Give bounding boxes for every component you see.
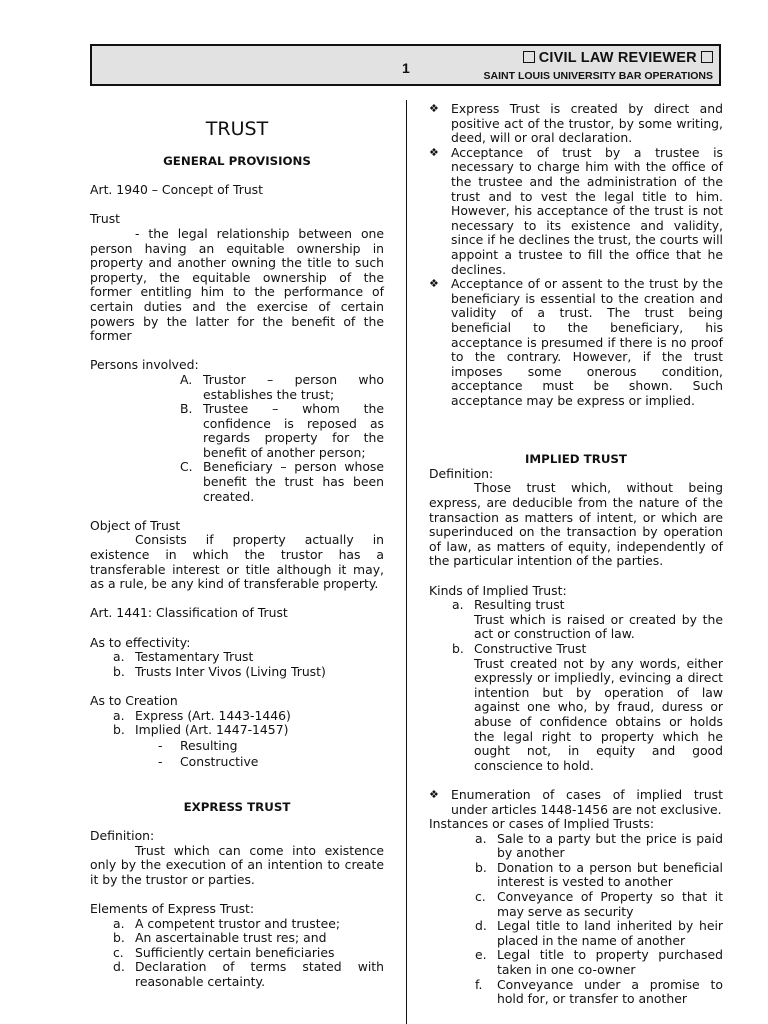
- kind-description: Trust which is raised or created by the act or construction of law.: [474, 611, 723, 642]
- checkbox-icon: [523, 51, 535, 63]
- definition-label: Definition:: [90, 828, 155, 844]
- list-item-text: Donation to a person but beneficial interest is vested to another: [497, 859, 723, 890]
- list-marker: a.: [113, 915, 125, 931]
- kind-description: Trust created not by any words, either expressly or impliedly, evincing a direct intention but by operation of law against one who, by fraud, duress or abuse of confidence obtains or holds the legal right to property which he ought not, in equity and good conscience to hold.: [474, 655, 723, 773]
- list-marker: c.: [475, 889, 486, 905]
- list-marker: a.: [113, 649, 125, 665]
- instances-heading: Instances or cases of Implied Trusts:: [429, 816, 655, 832]
- list-item: [452, 597, 723, 642]
- reviewer-subtitle: SAINT LOUIS UNIVERSITY BAR OPERATIONS: [483, 70, 713, 82]
- page-title: TRUST: [205, 118, 269, 140]
- implied-trust-definition: Those trust which, without being express, are deducible from the nature of the transaction as matters of intent, or which are superinduced on the transaction by operation of law, as matters of equity, independently of the particular intention of the parties.: [429, 480, 723, 569]
- list-item-text: Constructive: [180, 754, 259, 770]
- instances-list: [429, 832, 723, 1007]
- list-item: [475, 918, 723, 948]
- section-heading-implied-trust: IMPLIED TRUST: [525, 452, 627, 467]
- bullet-text: Acceptance of trust by a trustee is necessary to charge him with the office of the trustee and the administration of the trust and to vest the legal title to him. However, his acceptance of the trust is not necessary to its existence and validity, since if he declines the trust, the courts will appoint a trustee to fill the office that he declines.: [451, 144, 723, 277]
- elements-heading: Elements of Express Trust:: [90, 901, 255, 917]
- list-item: [180, 459, 384, 504]
- left-column: [90, 102, 384, 990]
- list-item: [113, 959, 384, 990]
- list-item-text: Trusts Inter Vivos (Living Trust): [135, 663, 326, 679]
- list-marker: -: [158, 737, 163, 753]
- list-item-text: Sufficiently certain beneficiaries: [135, 944, 335, 960]
- section-heading-express-trust: EXPRESS TRUST: [183, 799, 291, 814]
- bullet-item: [429, 788, 723, 817]
- page-header: [90, 44, 721, 86]
- kind-name: Constructive Trust: [474, 640, 587, 656]
- list-item: [113, 663, 384, 680]
- list-marker: -: [158, 754, 163, 770]
- list-marker: f.: [475, 976, 483, 992]
- column-divider: [406, 100, 407, 1024]
- list-item: [113, 649, 384, 665]
- article-1940: Art. 1940 – Concept of Trust: [90, 182, 263, 198]
- list-marker: a.: [452, 597, 464, 613]
- kinds-heading: Kinds of Implied Trust:: [429, 582, 567, 598]
- object-of-trust-text: Consists if property actually in existence in which the trustor has a transferable interest or title although it may, as a rule, be any kind of transferable property.: [90, 532, 384, 592]
- bullet-item: [429, 102, 723, 146]
- list-item-text: Resulting: [180, 737, 238, 753]
- list-marker: d.: [475, 918, 487, 934]
- implied-sub-list: [90, 738, 384, 771]
- bullet-text: Acceptance of or assent to the trust by the beneficiary is essential to the creation and validity of a trust. The trust being beneficial to the beneficiary, his acceptance is presumed if there is no proof to the contrary. However, if the trust imposes some onerous condition, acceptance must be shown. Such acceptance may be express or implied.: [451, 276, 723, 408]
- list-item-text: Implied (Art. 1447-1457): [135, 722, 289, 738]
- bullet-text: Express Trust is created by direct and positive act of the trustor, by some writing, deed, will or oral declaration.: [451, 101, 723, 146]
- list-item: [113, 930, 384, 946]
- list-item-text: Trustor – person who establishes the trust;: [203, 371, 384, 402]
- object-of-trust-heading: Object of Trust: [90, 517, 181, 533]
- list-item: [475, 976, 723, 1007]
- diamond-bullet-icon: ❖: [429, 277, 439, 291]
- creation-list: [90, 709, 384, 738]
- reviewer-title: [523, 51, 713, 66]
- effectivity-heading: As to effectivity:: [90, 634, 191, 650]
- list-marker: d.: [113, 959, 125, 975]
- list-item-text: Trustee – whom the confidence is reposed as regards property for the benefit of another person;: [203, 401, 384, 460]
- list-marker: b.: [113, 930, 125, 946]
- list-item-text: Beneficiary – person whose benefit the trust has been created.: [203, 459, 384, 504]
- list-item: [180, 401, 384, 460]
- trust-term: Trust: [90, 211, 121, 227]
- diamond-bullet-icon: ❖: [429, 787, 439, 801]
- list-item: [475, 889, 723, 919]
- creation-heading: As to Creation: [90, 692, 178, 708]
- list-item-text: A competent trustor and trustee;: [135, 915, 341, 931]
- section-heading-general-provisions: GENERAL PROVISIONS: [163, 154, 311, 168]
- diamond-bullet-icon: ❖: [429, 145, 439, 159]
- list-item-text: Sale to a party but the price is paid by another: [497, 830, 723, 861]
- list-item: [113, 722, 384, 738]
- list-item: [475, 947, 723, 978]
- reviewer-title-text: CIVIL LAW REVIEWER: [538, 50, 697, 66]
- list-item-text: Legal title to land inherited by heir placed in the name of another: [497, 918, 723, 948]
- list-item-text: Express (Art. 1443-1446): [135, 707, 291, 723]
- list-item: [113, 707, 384, 724]
- list-item: [113, 944, 384, 961]
- list-item-text: Conveyance under a promise to hold for, or transfer to another: [497, 976, 723, 1007]
- list-item-text: Declaration of terms stated with reasonable certainty.: [135, 959, 384, 990]
- trust-definition: - the legal relationship between one person having an equitable ownership in property and another owning the title to such property, the equitable ownership of the former entitling him to the performance of certain duties and the exercise of certain powers by the latter for the benefit of the former: [90, 225, 384, 344]
- persons-involved-heading: Persons involved:: [90, 357, 199, 373]
- persons-list: [90, 373, 384, 504]
- list-item-text: Conveyance of Property so that it may serve as security: [497, 889, 723, 919]
- list-item: [452, 640, 723, 773]
- list-marker: a.: [475, 830, 487, 846]
- diamond-bullet-icon: ❖: [429, 102, 439, 115]
- list-item-text: Legal title to property purchased taken in one co-owner: [497, 947, 723, 978]
- list-item: [475, 830, 723, 861]
- list-marker: b.: [475, 859, 487, 875]
- effectivity-list: [90, 650, 384, 679]
- kind-name: Resulting trust: [474, 597, 565, 613]
- article-1441: Art. 1441: Classification of Trust: [90, 605, 288, 621]
- bullet-item: [429, 146, 723, 277]
- list-marker: C.: [180, 459, 193, 475]
- kinds-list: [429, 598, 723, 773]
- list-marker: a.: [113, 707, 125, 723]
- checkbox-icon: [701, 51, 713, 63]
- list-item: [158, 754, 384, 771]
- page-number: 1: [402, 60, 410, 76]
- list-item: [158, 737, 384, 755]
- list-marker: e.: [475, 947, 487, 963]
- list-item: [180, 371, 384, 402]
- definition-label: Definition:: [429, 465, 494, 481]
- bullet-item: [429, 277, 723, 408]
- list-marker: B.: [180, 401, 193, 417]
- list-marker: b.: [113, 722, 125, 738]
- list-item-text: An ascertainable trust res; and: [135, 930, 327, 946]
- list-marker: b.: [452, 640, 464, 656]
- express-trust-definition: Trust which can come into existence only by the execution of an intention to create it by the trustor or parties.: [90, 842, 384, 887]
- list-marker: c.: [113, 944, 124, 960]
- right-column: [429, 102, 723, 1007]
- list-marker: A.: [180, 371, 193, 387]
- elements-list: [90, 917, 384, 990]
- list-marker: b.: [113, 663, 125, 679]
- list-item: [113, 915, 384, 932]
- list-item: [475, 859, 723, 890]
- bullet-text: Enumeration of cases of implied trust under articles 1448-1456 are not exclusive.: [451, 786, 723, 817]
- list-item-text: Testamentary Trust: [135, 649, 254, 665]
